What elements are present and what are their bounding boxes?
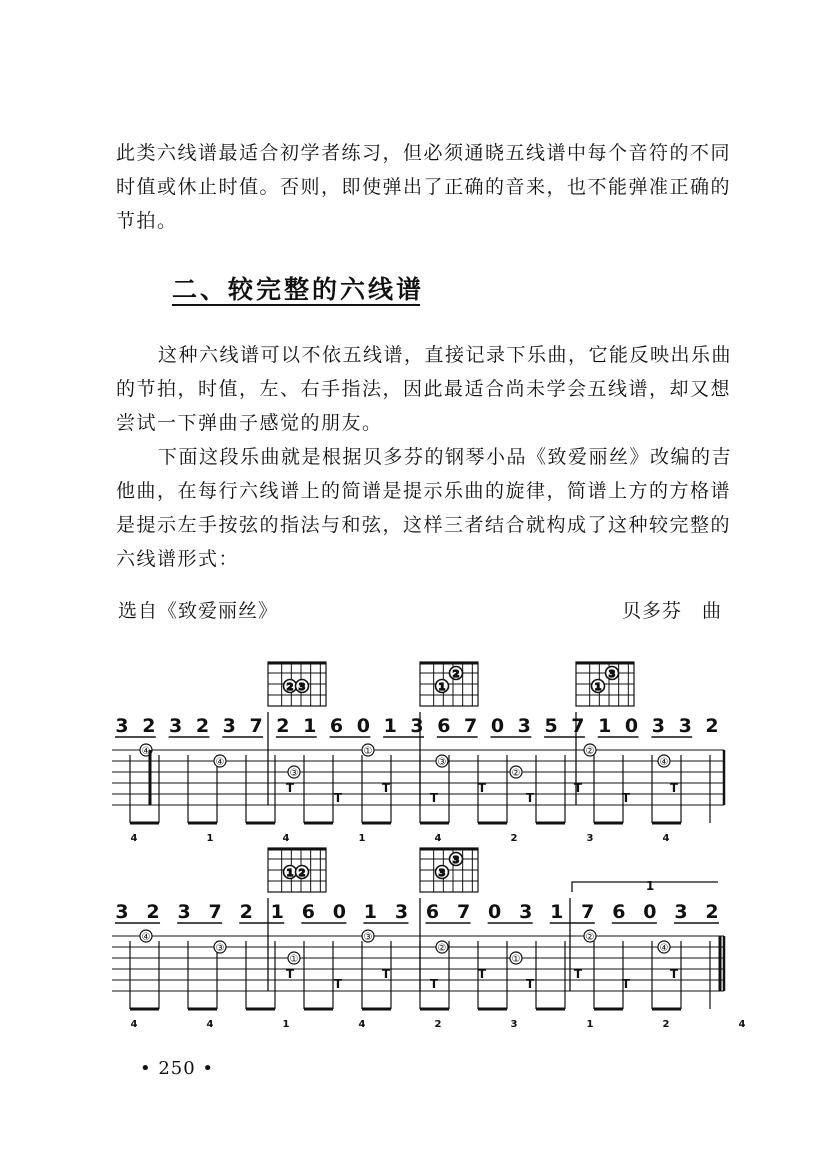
notation-digit: 3 [410, 715, 424, 737]
notation-digit: 6 [437, 715, 451, 737]
notation-digit: 3 [115, 715, 129, 737]
string-marker-number: ④ [659, 757, 669, 768]
notation-digit: 3 [517, 715, 531, 737]
notation-digit: 7 [456, 901, 471, 923]
section-heading: 二、较完整的六线谱 [172, 275, 425, 304]
thumb-mark: T [477, 967, 487, 981]
finger-number: 2 [452, 669, 460, 680]
notation-digit: 1 [270, 901, 284, 923]
notation-digit: 6 [301, 901, 315, 923]
finger-number: 3 [452, 855, 460, 866]
string-marker-number: ② [511, 768, 521, 779]
string-marker-number: ③ [437, 757, 447, 768]
thumb-mark: T [285, 967, 295, 981]
thumb-mark: T [429, 791, 439, 805]
notation-digit: 0 [356, 715, 370, 737]
fingering-number: 2 [510, 833, 518, 844]
string-marker-number: ① [289, 954, 299, 965]
volta-number: 1 [645, 879, 655, 893]
string-marker-number: ④ [141, 932, 151, 943]
chord-diagrams [268, 662, 634, 892]
thumb-mark: T [429, 977, 439, 991]
thumb-mark: T [669, 967, 679, 981]
fingering-number: 4 [434, 833, 442, 844]
string-marker-number: ② [585, 746, 595, 757]
notation-digit: 6 [425, 901, 440, 923]
fingering-number: 1 [586, 1019, 594, 1030]
notation-digit: 1 [363, 901, 378, 923]
notation-digit: 1 [383, 715, 397, 737]
fingering-number: 1 [282, 1019, 290, 1030]
paragraph-3: 下面这段乐曲就是根据贝多芬的钢琴小品《致爱丽丝》改编的吉他曲，在每行六线谱上的简谱是提示乐曲的旋律，简谱上方的方格谱是提示左手按弦的指法与和弦，这样三者结合就构成了这种较完整的六线谱形式： [116, 446, 733, 570]
thumb-mark: T [285, 781, 295, 795]
notation-digit: 2 [195, 715, 210, 737]
notation-digit: 7 [581, 901, 595, 923]
fingering-number: 3 [586, 833, 594, 844]
notation-digit: 1 [303, 715, 317, 737]
thumb-mark: T [525, 791, 535, 805]
fingering-number: 4 [738, 1019, 746, 1030]
notation-digit: 3 [222, 715, 236, 737]
page-number: • 250 • [140, 1058, 215, 1079]
notation-digit: 0 [488, 901, 502, 923]
chord-diagram [268, 848, 326, 892]
chord-diagram [268, 662, 326, 706]
notation-digit: 3 [115, 901, 129, 923]
notation-digit: 6 [612, 901, 626, 923]
fingering-number: 1 [358, 833, 366, 844]
thumb-mark: T [477, 781, 487, 795]
notation-digit: 7 [208, 901, 222, 923]
thumb-mark: T [573, 781, 583, 795]
string-marker-number: ③ [289, 768, 299, 779]
thumb-mark: T [525, 977, 535, 991]
notation-digit: 2 [276, 715, 290, 737]
notation-digit: 2 [142, 715, 156, 737]
notation-digit: 0 [332, 901, 346, 923]
notation-digit: 2 [705, 901, 719, 923]
notation-digit: 7 [249, 715, 263, 737]
notation-digit: 3 [651, 715, 665, 737]
tab-staff-row-1 [112, 712, 724, 844]
source-label: 选自《致爱丽丝》 [118, 600, 279, 622]
thumb-mark: T [669, 781, 679, 795]
paragraph-2: 这种六线谱可以不依五线谱，直接记录下乐曲，它能反映出乐曲的节拍，时值，左、右手指法，因此最适合尚未学会五线谱，却又想尝试一下弹曲子感觉的朋友。 [116, 344, 733, 434]
notation-digit: 3 [177, 901, 191, 923]
chord-diagram [576, 662, 634, 706]
notation-digit: 7 [464, 715, 478, 737]
thumb-mark: T [621, 791, 631, 805]
fingering-number: 4 [206, 1019, 214, 1030]
finger-number: 1 [286, 868, 294, 879]
string-marker-number: ③ [363, 932, 373, 943]
string-marker-number: ① [511, 954, 521, 965]
notation-digit: 3 [169, 715, 183, 737]
notation-digit: 3 [519, 901, 533, 923]
finger-number: 3 [608, 669, 616, 680]
notation-digit: 3 [394, 901, 409, 923]
notation-digit: 6 [329, 715, 344, 737]
fingering-number: 4 [130, 1019, 138, 1030]
thumb-mark: T [381, 967, 391, 981]
string-marker-number: ② [585, 932, 595, 943]
fingering-number: 4 [358, 1019, 366, 1030]
thumb-mark: T [573, 967, 583, 981]
string-marker-number: ④ [659, 943, 669, 954]
finger-number: 2 [298, 868, 306, 879]
fingering-number: 4 [130, 833, 138, 844]
finger-number: 3 [438, 868, 446, 879]
string-marker-number: ① [363, 746, 373, 757]
tab-staff-row-2 [112, 879, 746, 1030]
notation-digit: 0 [624, 715, 639, 737]
finger-number: 2 [286, 682, 294, 693]
notation-digit: 1 [598, 715, 612, 737]
fingering-number: 2 [662, 1019, 670, 1030]
finger-number: 1 [438, 682, 446, 693]
thumb-mark: T [333, 791, 343, 805]
notation-digit: 5 [544, 715, 558, 737]
paragraph-1: 此类六线谱最适合初学者练习，但必须通晓五线谱中每个音符的不同时值或休止时值。否则，即使弹出了正确的音来，也不能弹准正确的节拍。 [116, 142, 732, 232]
chord-diagram [420, 662, 478, 706]
string-marker-number: ③ [215, 943, 225, 954]
notation-digit: 2 [705, 715, 719, 737]
finger-number: 3 [298, 682, 306, 693]
notation-digit: 2 [146, 901, 160, 923]
notation-digit: 3 [678, 715, 692, 737]
notation-digit: 3 [674, 901, 688, 923]
string-marker-number: ④ [215, 757, 225, 768]
thumb-mark: T [333, 977, 343, 991]
notation-digit: 1 [550, 901, 564, 923]
fingering-number: 4 [282, 833, 290, 844]
notation-digit: 7 [571, 715, 585, 737]
thumb-mark: T [381, 781, 391, 795]
fingering-number: 1 [206, 833, 214, 844]
notation-digit: 0 [643, 901, 657, 923]
composer-label: 贝多芬 曲 [622, 600, 723, 622]
notation-digit: 0 [490, 715, 505, 737]
fingering-number: 3 [510, 1019, 518, 1030]
string-marker-number: ④ [141, 746, 151, 757]
fingering-number: 4 [662, 833, 670, 844]
notation-digit: 2 [239, 901, 253, 923]
fingering-number: 2 [434, 1019, 442, 1030]
string-marker-number: ② [437, 943, 447, 954]
thumb-mark: T [621, 977, 631, 991]
finger-number: 1 [594, 682, 602, 693]
chord-diagram [420, 848, 478, 892]
